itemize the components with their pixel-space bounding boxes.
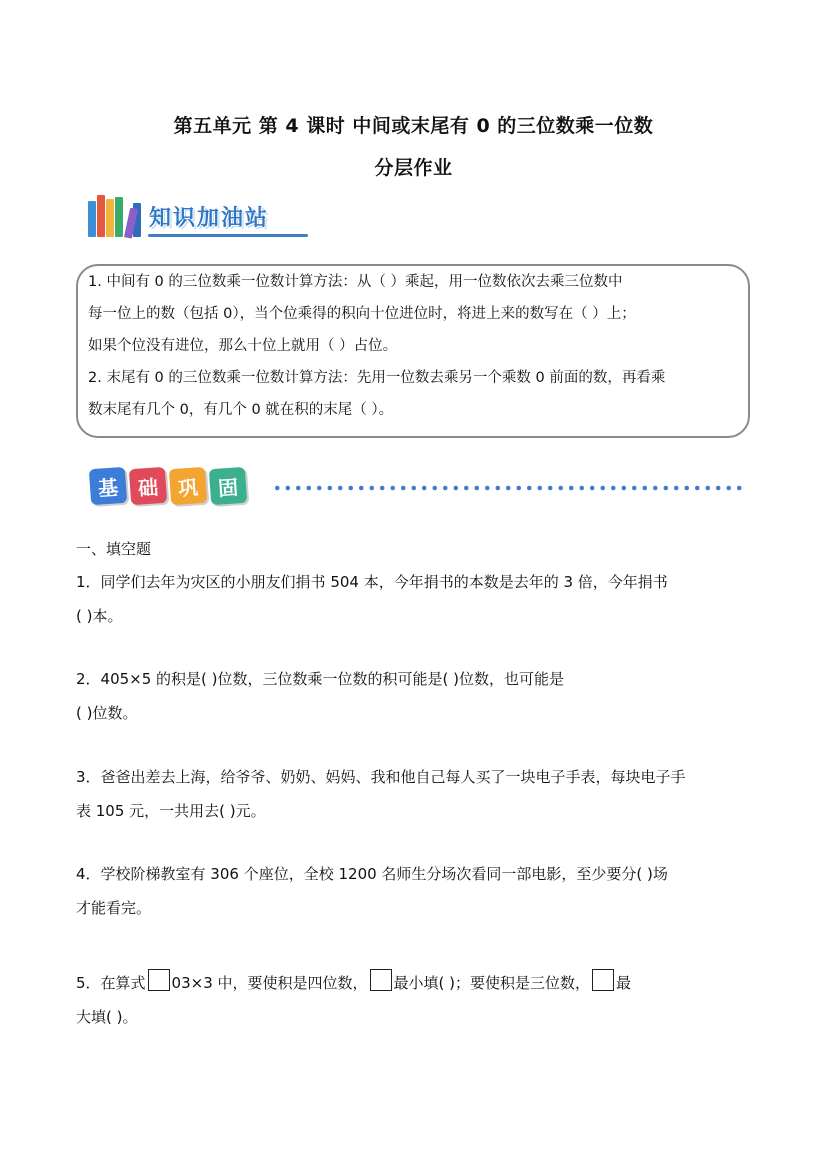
question-1	[76, 565, 752, 633]
knowledge-line: 每一位上的数（包括 0），当个位乘得的积向十位进位时，将进上来的数写在（ ）上；	[88, 306, 636, 322]
page-title: 第五单元 第 4 课时 中间或末尾有 0 的三位数乘一位数	[173, 115, 654, 137]
question-2	[76, 662, 752, 730]
question-4	[76, 857, 752, 925]
knowledge-box	[76, 264, 750, 438]
question-text: 03×3 中，要使积是四位数，	[171, 974, 368, 992]
banner-underline	[148, 234, 308, 237]
question-text: 最小填( )；要使积是三位数，	[393, 974, 590, 992]
question-text: 5．在算式	[76, 974, 146, 992]
question-line: ( )位数。	[76, 704, 138, 722]
basic-banner	[90, 468, 246, 504]
banner-tile: 巩	[169, 467, 207, 505]
knowledge-line: 2. 末尾有 0 的三位数乘一位数计算方法：先用一位数去乘另一个乘数 0 前面的数，再看乘	[88, 370, 666, 386]
question-line: 4．学校阶梯教室有 306 个座位，全校 1200 名师生分场次看同一部电影，至少要分( )场	[76, 865, 668, 883]
banner-tile: 基	[89, 467, 127, 505]
knowledge-line: 1. 中间有 0 的三位数乘一位数计算方法：从（ ）乘起，用一位数依次去乘三位数中	[88, 274, 623, 290]
question-3	[76, 760, 752, 828]
books-icon	[88, 195, 141, 237]
knowledge-banner	[88, 195, 269, 237]
knowledge-line: 数末尾有几个 0，有几个 0 就在积的末尾（ ）。	[88, 402, 394, 418]
question-line: 1．同学们去年为灾区的小朋友们捐书 504 本，今年捐书的本数是去年的 3 倍，今年捐书	[76, 573, 668, 591]
dotted-divider	[272, 485, 742, 491]
question-5	[76, 966, 752, 1034]
question-line: ( )本。	[76, 607, 123, 625]
question-line: 表 105 元，一共用去( )元。	[76, 802, 266, 820]
page-subtitle: 分层作业	[374, 157, 453, 179]
question-line: 才能看完。	[76, 899, 152, 917]
digit-box[interactable]	[370, 969, 392, 991]
knowledge-line: 如果个位没有进位，那么十位上就用（ ）占位。	[88, 338, 398, 354]
knowledge-banner-label: 知识加油站	[149, 205, 270, 231]
question-text: 最	[616, 974, 632, 992]
section-title: 一、填空题	[76, 540, 152, 558]
question-line: 2．405×5 的积是( )位数，三位数乘一位数的积可能是( )位数，也可能是	[76, 670, 565, 688]
question-line: 3．爸爸出差去上海，给爷爷、奶奶、妈妈、我和他自己每人买了一块电子手表，每块电子手	[76, 768, 686, 786]
digit-box[interactable]	[148, 969, 170, 991]
banner-tile: 固	[209, 467, 247, 505]
banner-tile: 础	[129, 467, 167, 505]
digit-box[interactable]	[592, 969, 614, 991]
question-line: 大填( )。	[76, 1008, 138, 1026]
question-line	[76, 966, 752, 1000]
